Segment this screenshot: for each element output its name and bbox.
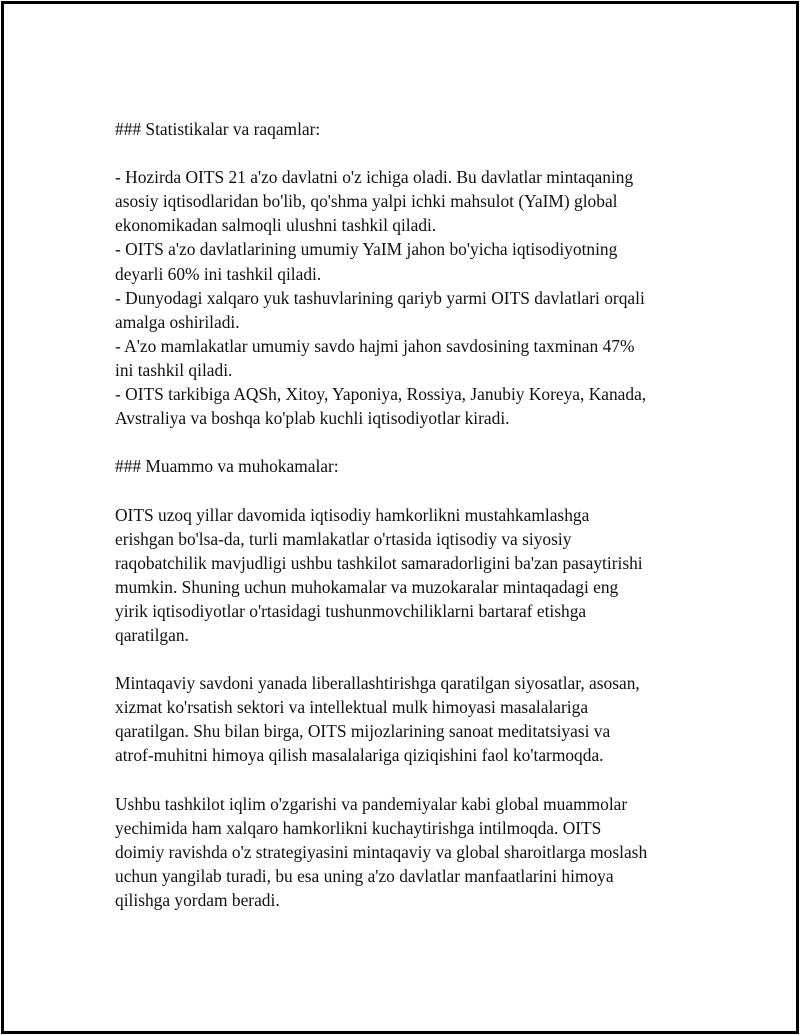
list-item-line: ekonomikadan salmoqli ulushni tashkil qiladi.: [115, 215, 437, 236]
section-heading-issues: ### Muammo va muhokamalar:: [115, 456, 339, 477]
blank-line: [115, 430, 700, 454]
list-item: [115, 382, 700, 430]
paragraph-line: qilishga yordam beradi.: [115, 890, 280, 910]
paragraph-line: qaratilgan. Shu bilan birga, OITS mijozlarining sanoat meditatsiyasi va: [115, 721, 611, 742]
list-item-line: asosiy iqtisodlaridan bo'lib, qo'shma yalpi ichki mahsulot (YaIM) global: [115, 191, 618, 212]
paragraph-line: yirik iqtisodiyotlar o'rtasidagi tushunmovchiliklarni bartaraf etishga: [115, 600, 587, 621]
paragraph-line: qaratilgan.: [115, 624, 189, 645]
paragraph: [115, 671, 700, 767]
list-item-line: deyarli 60% ini tashkil qiladi.: [115, 263, 322, 284]
blank-line: [115, 478, 700, 502]
list-item-line: amalga oshiriladi.: [115, 311, 240, 332]
blank-line: [115, 647, 700, 671]
list-item: [115, 286, 700, 334]
list-item: [115, 334, 700, 382]
paragraph-line: doimiy ravishda o'z strategiyasini mintaqaviy va global sharoitlarga moslash: [115, 841, 648, 862]
blank-line: [115, 141, 700, 165]
list-item-line: - Dunyodagi xalqaro yuk tashuvlarining qariyb yarmi OITS davlatlari orqali: [115, 287, 645, 308]
statistics-list: [115, 165, 700, 430]
section-heading-statistics: ### Statistikalar va raqamlar:: [115, 119, 321, 139]
paragraph-line: uchun yangilab turadi, bu esa uning a'zo davlatlar manfaatlarini himoya: [115, 865, 614, 886]
paragraph-line: yechimida ham xalqaro hamkorlikni kuchaytirishga intilmoqda. OITS: [115, 817, 602, 838]
paragraph: [115, 792, 700, 912]
list-item: [115, 237, 700, 285]
list-item-line: - A'zo mamlakatlar umumiy savdo hajmi jahon savdosining taxminan 47%: [115, 335, 635, 356]
list-item-line: - Hozirda OITS 21 a'zo davlatni o'z ichiga oladi. Bu davlatlar mintaqaning: [115, 167, 634, 188]
paragraph-line: Ushbu tashkilot iqlim o'zgarishi va pandemiyalar kabi global muammolar: [115, 793, 628, 814]
paragraph-line: erishgan bo'lsa-da, turli mamlakatlar o'rtasida iqtisodiy va siyosiy: [115, 528, 572, 549]
list-item-line: ini tashkil qiladi.: [115, 359, 233, 380]
list-item: [115, 165, 700, 237]
paragraph-line: raqobatchilik mavjudligi ushbu tashkilot samaradorligini ba'zan pasaytirishi: [115, 552, 643, 573]
list-item-line: - OITS a'zo davlatlarining umumiy YaIM jahon bo'yicha iqtisodiyotning: [115, 239, 618, 260]
paragraph-line: xizmat ko'rsatish sektori va intellektual mulk himoyasi masalalariga: [115, 697, 589, 718]
paragraph-line: mumkin. Shuning uchun muhokamalar va muzokaralar mintaqadagi eng: [115, 576, 619, 597]
list-item-line: - OITS tarkibiga AQSh, Xitoy, Yaponiya, Rossiya, Janubiy Koreya, Kanada,: [115, 384, 647, 405]
blank-line: [115, 768, 700, 792]
paragraph-line: OITS uzoq yillar davomida iqtisodiy hamkorlikni mustahkamlashga: [115, 504, 590, 525]
list-item-line: Avstraliya va boshqa ko'plab kuchli iqtisodiyotlar kiradi.: [115, 408, 510, 429]
paragraph-line: atrof-muhitni himoya qilish masalalariga qiziqishini faol ko'tarmoqda.: [115, 745, 604, 766]
document-body: [115, 117, 700, 912]
paragraph: [115, 503, 700, 648]
paragraph-line: Mintaqaviy savdoni yanada liberallashtirishga qaratilgan siyosatlar, asosan,: [115, 673, 640, 694]
